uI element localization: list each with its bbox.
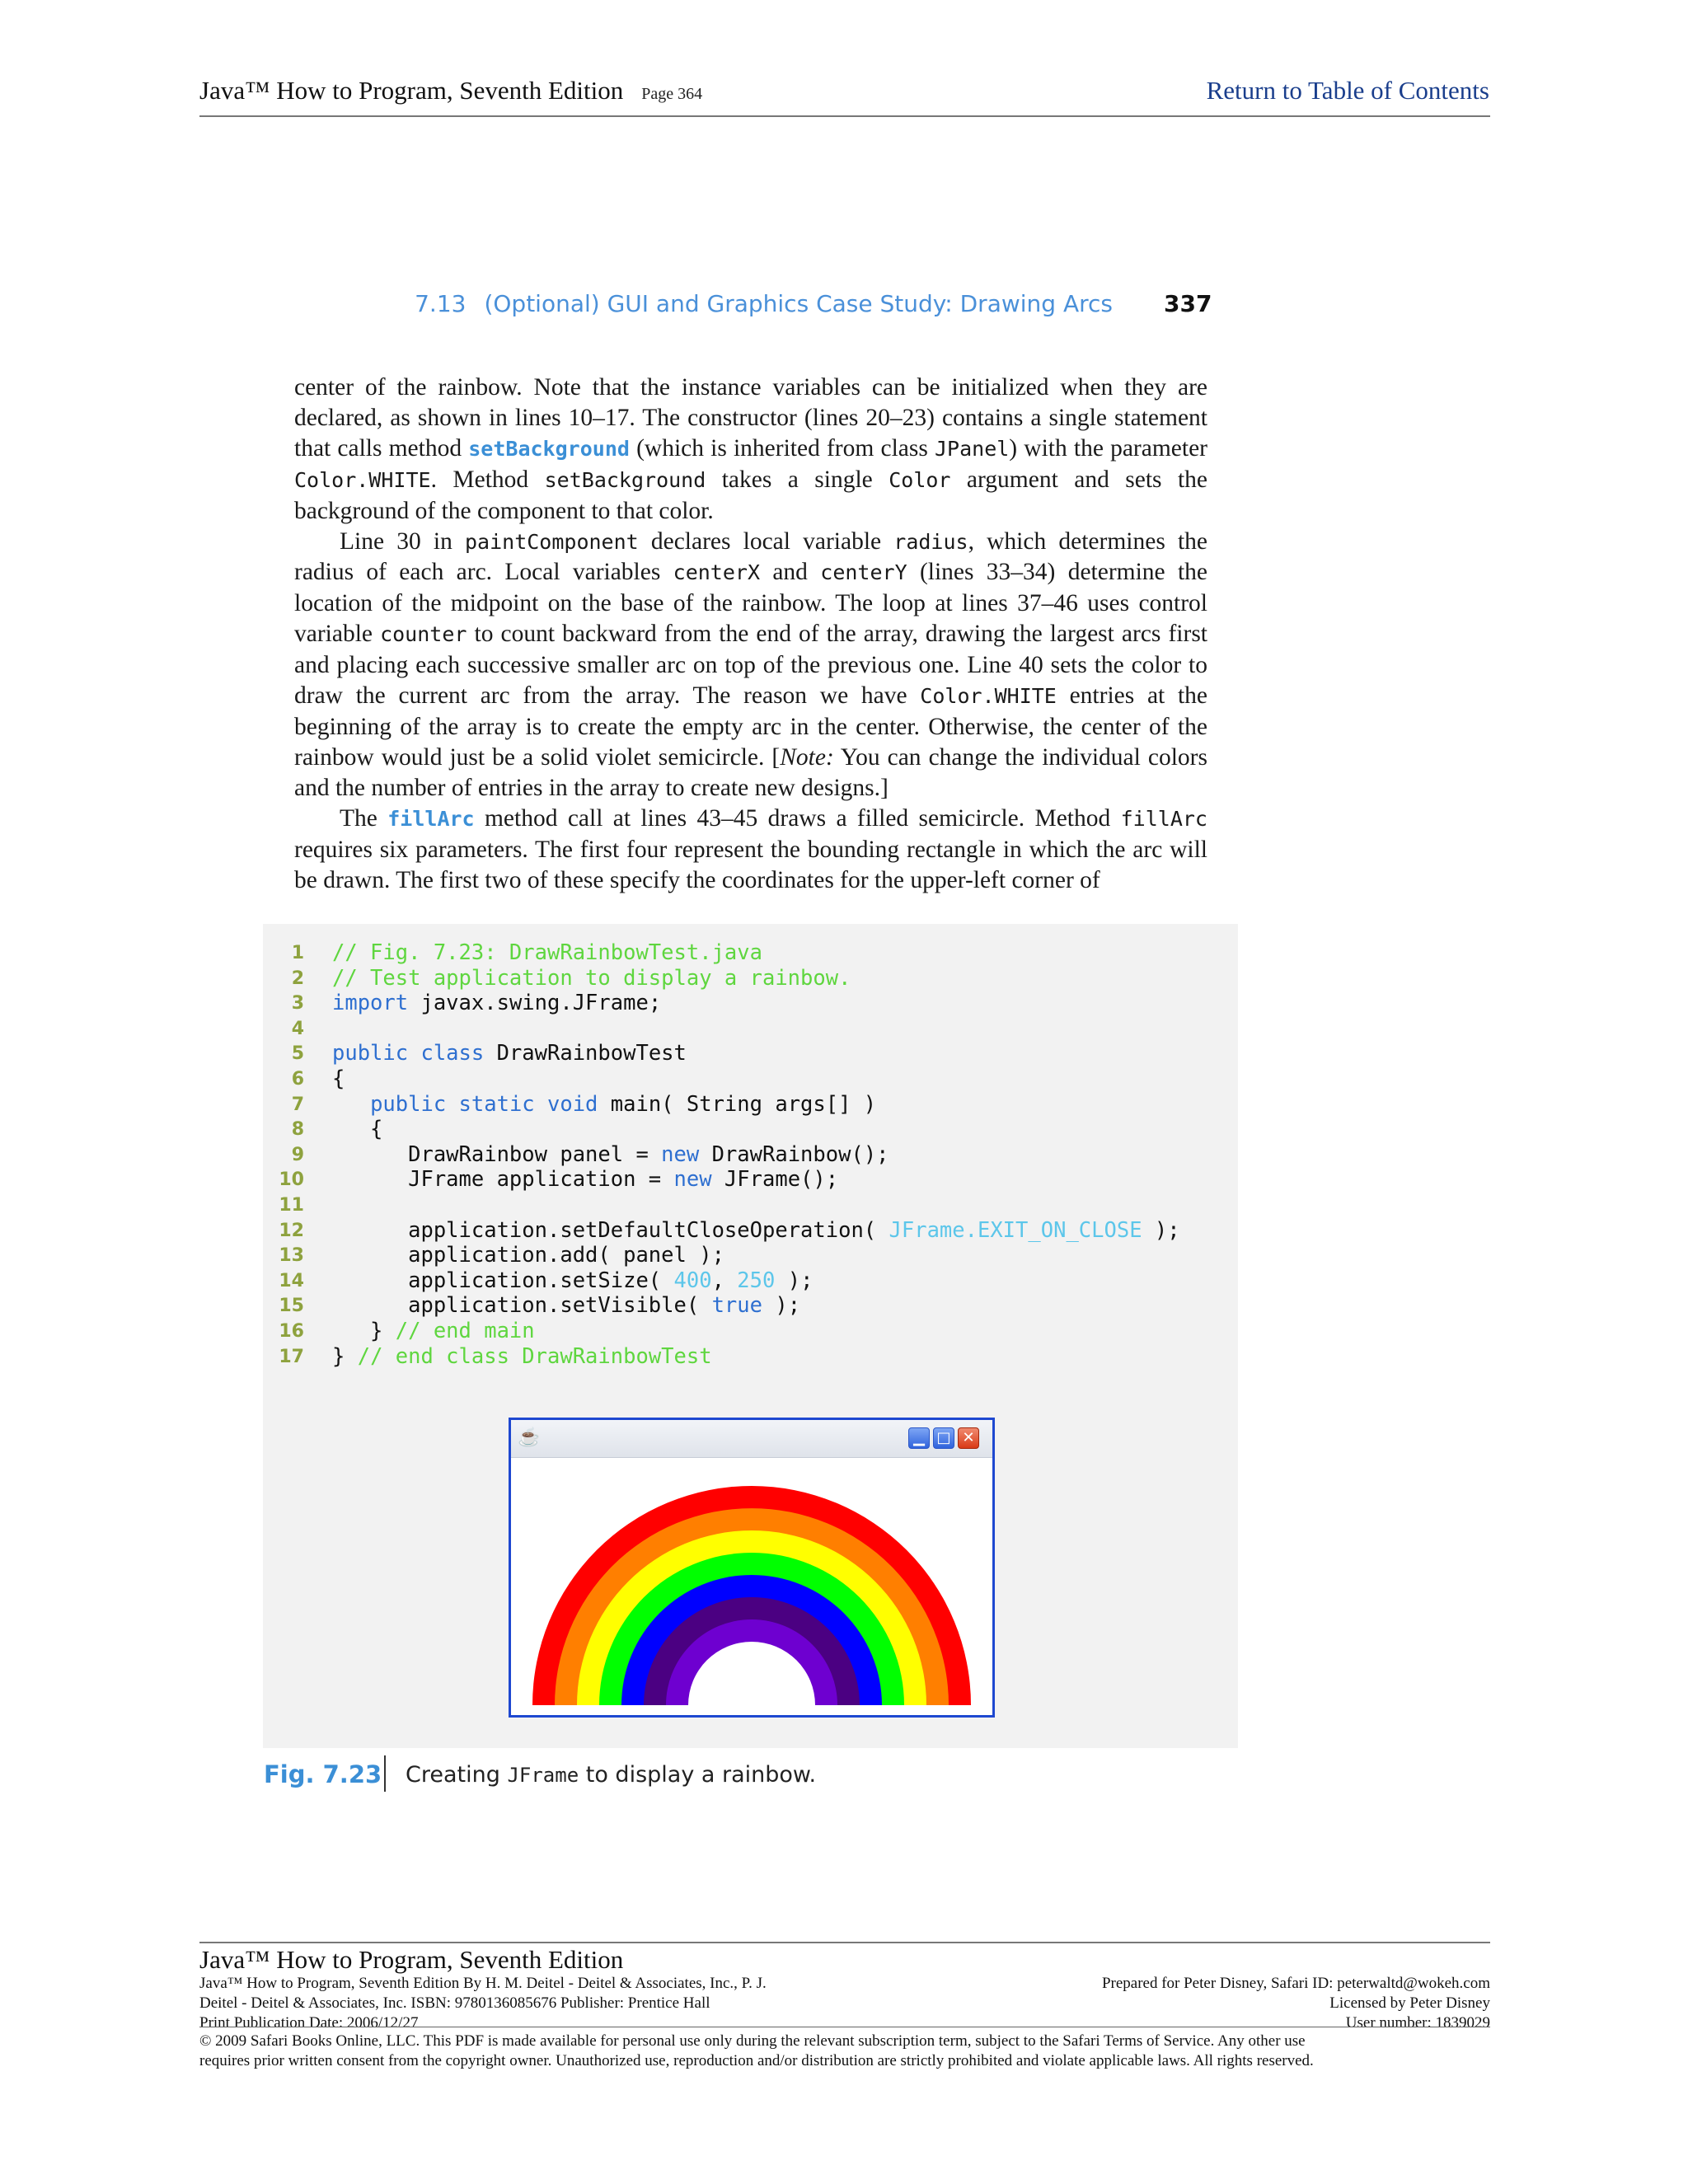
text-run: ) with the parameter	[1009, 434, 1207, 462]
line-number: 13	[279, 1245, 304, 1267]
code-listing-panel	[263, 924, 1238, 1748]
code-text	[332, 1117, 382, 1142]
text-run: . Method	[430, 466, 545, 493]
code-text	[332, 1092, 876, 1118]
text-run: argument and sets the background of the component to that color.	[294, 466, 1207, 524]
code-token: import	[332, 991, 409, 1016]
code-token: JFrame application =	[332, 1167, 674, 1193]
footer-publication-date: Print Publication Date: 2006/12/27	[199, 2014, 419, 2032]
code-text	[332, 1167, 838, 1193]
code-token: 400	[673, 1268, 712, 1293]
footer-prepared-for: Prepared for Peter Disney, Safari ID: peterwaltd@wokeh.com	[1101, 1975, 1490, 1992]
footer-copyright-line-2: requires prior written consent from the copyright owner. Unauthorized use, reproduction and/or distribution are strictly prohibited and violate applicable laws. All rights reserved.	[199, 2052, 1314, 2069]
line-number: 16	[279, 1321, 304, 1342]
code-token: // end main	[395, 1319, 535, 1343]
line-number: 4	[291, 1018, 304, 1039]
line-number: 8	[291, 1119, 304, 1141]
line-number: 2	[291, 968, 304, 989]
code-token: DrawRainbowTest	[484, 1041, 687, 1066]
maximize-icon: □	[936, 1429, 951, 1446]
text-run: requires six parameters. The first four represent the bounding rectangle in which the arc will be drawn. The first two of these specify the coordinates for the upper-left corner of	[294, 836, 1207, 893]
code-token: );	[775, 1268, 814, 1293]
code-token: application.setSize(	[332, 1268, 674, 1293]
line-number: 3	[291, 993, 304, 1015]
code-text	[332, 1142, 889, 1168]
text-run: takes a single	[706, 466, 889, 493]
text-run: JPanel	[934, 436, 1010, 461]
line-number: 7	[291, 1094, 304, 1115]
code-token: true	[711, 1293, 762, 1319]
text-run: , which determines the radius of each arc. Local variables	[294, 527, 1207, 586]
code-token: {	[332, 1066, 345, 1091]
footer-user-number: User number: 1839029	[1345, 2014, 1490, 2032]
rainbow-window	[509, 1418, 995, 1718]
code-text	[332, 1319, 535, 1344]
line-number: 11	[279, 1195, 304, 1216]
code-token: // end class DrawRainbowTest	[357, 1343, 712, 1369]
code-token: {	[332, 1117, 383, 1142]
text-run: centerY	[820, 560, 907, 585]
code-text	[332, 1293, 800, 1319]
code-token: }	[332, 1343, 358, 1369]
code-text	[332, 1218, 1180, 1244]
text-run: Line 30 in	[340, 527, 465, 555]
text-run: method call at lines 43–45 draws a filled semicircle. Method	[474, 804, 1121, 832]
line-number: 6	[291, 1069, 304, 1090]
caption-divider	[384, 1755, 386, 1792]
text-run: and	[760, 559, 821, 586]
text-run: Color.WHITE	[920, 684, 1057, 709]
code-token: // Fig. 7.23: DrawRainbowTest.java	[332, 940, 762, 965]
footer-credit-line-2: Deitel - Deitel & Associates, Inc. ISBN: 9780136085676 Publisher: Prentice Hall	[199, 1994, 710, 2012]
code-token: JFrame.EXIT_ON_CLOSE	[889, 1217, 1142, 1243]
text-run: (which is inherited from class	[629, 434, 935, 462]
footer-licensed-by: Licensed by Peter Disney	[1329, 1994, 1490, 2012]
text-run: radius	[893, 529, 968, 554]
maximize-button[interactable]	[933, 1427, 954, 1449]
code-token: javax.swing.JFrame;	[408, 991, 662, 1016]
code-token: // Test application to display a rainbow.	[332, 965, 851, 991]
line-number: 10	[279, 1169, 304, 1191]
minimize-icon: ▁	[913, 1429, 925, 1446]
paragraph-3	[294, 804, 1207, 896]
code-token: new	[661, 1141, 700, 1167]
footer-copyright-line-1: © 2009 Safari Books Online, LLC. This PDF is made available for personal use only during the relevant subscription term, subject to the Safari Terms of Service. Any other use	[199, 2032, 1306, 2050]
text-run: setBackground	[544, 467, 706, 492]
header-divider	[199, 115, 1490, 117]
footer-book-title: Java™ How to Program, Seventh Edition	[199, 1945, 624, 1974]
code-token: application.add( panel );	[332, 1243, 724, 1268]
code-token: application.setDefaultCloseOperation(	[332, 1217, 889, 1243]
minimize-button[interactable]	[908, 1427, 930, 1449]
text-run: Color.WHITE	[294, 467, 431, 492]
java-cup-icon: ☕	[518, 1427, 541, 1447]
text-run: setBackground	[468, 436, 630, 461]
section-title: (Optional) GUI and Graphics Case Study: Drawing Arcs	[484, 290, 1113, 317]
return-to-toc-link[interactable]: Return to Table of Contents	[1206, 76, 1489, 105]
code-token: ,	[711, 1268, 738, 1293]
rainbow-drawing	[511, 1457, 992, 1715]
text-run: center of the rainbow. Note that the instance variables can be initialized when they are declared, as shown in lines 10–17. The constructor (lines 20–23) contains a single statement that calls method	[294, 374, 1207, 462]
line-number: 14	[279, 1270, 304, 1291]
body-text	[294, 373, 1207, 895]
code-token: 250	[737, 1268, 776, 1293]
text-run: fillArc	[387, 806, 475, 831]
close-button[interactable]	[958, 1427, 979, 1449]
code-text	[332, 966, 851, 991]
code-token: }	[332, 1319, 396, 1343]
text-run: Color	[889, 467, 951, 492]
code-token: );	[762, 1293, 801, 1319]
code-token: );	[1142, 1217, 1180, 1243]
code-token	[332, 1092, 370, 1117]
close-icon: ✕	[962, 1429, 975, 1446]
header-title-text: Java™ How to Program, Seventh Edition	[199, 76, 624, 105]
line-number: 1	[291, 943, 304, 963]
window-title-bar[interactable]	[511, 1420, 992, 1458]
paragraph-2	[294, 527, 1207, 804]
text-run: (lines 33–34) determine the location of the midpoint on the base of the rainbow. The loop at lines 37–46 uses control variable	[294, 559, 1208, 648]
code-text	[332, 1041, 687, 1066]
text-run: to count backward from the end of the array, drawing the largest arcs first and placing each successive smaller arc on top of the previous one. Line 40 sets the color to draw the current arc from the array. The reason we have	[294, 621, 1207, 710]
footer-credit-line-1: Java™ How to Program, Seventh Edition By H. M. Deitel - Deitel & Associates, Inc., P. J.	[199, 1975, 767, 1992]
code-token: main( String args[] )	[598, 1091, 877, 1117]
line-number: 15	[279, 1296, 304, 1317]
code-text	[332, 1066, 345, 1092]
figure-label: Fig. 7.23	[264, 1760, 382, 1788]
code-token: public static void	[370, 1091, 598, 1117]
text-run: Note:	[780, 743, 834, 771]
caption-code: JFrame	[507, 1764, 579, 1787]
caption-text-after: to display a rainbow.	[579, 1762, 817, 1788]
text-run: centerX	[673, 560, 761, 585]
code-token: application.setVisible(	[332, 1293, 712, 1319]
code-text	[332, 991, 661, 1016]
text-run: entries at the beginning of the array is to create the empty arc in the center. Otherwise, the center of the rainbow would just be a solid violet semicircle. [	[294, 682, 1207, 771]
code-text	[332, 1268, 813, 1294]
code-text	[332, 1344, 712, 1370]
code-text	[332, 1243, 724, 1268]
line-number: 9	[291, 1144, 304, 1165]
paragraph-1	[294, 373, 1207, 527]
footer-divider	[199, 1942, 1490, 1943]
text-run: fillArc	[1120, 806, 1207, 831]
code-token: public class	[332, 1041, 485, 1066]
figure-caption	[406, 1762, 816, 1788]
caption-text-before: Creating	[406, 1762, 508, 1788]
code-token: DrawRainbow();	[699, 1141, 889, 1167]
text-run: declares local variable	[638, 527, 894, 555]
text-run: You can change the individual colors and the number of entries in the array to create new designs.]	[294, 743, 1207, 801]
code-text	[332, 940, 762, 966]
line-number: 17	[279, 1346, 304, 1367]
line-number: 12	[279, 1220, 304, 1241]
running-head-section	[415, 290, 1113, 317]
section-number: 7.13	[415, 290, 467, 317]
code-token: new	[673, 1167, 712, 1193]
header-book-title	[199, 76, 702, 105]
running-head-page-number: 337	[1164, 290, 1212, 317]
code-token: JFrame();	[711, 1167, 839, 1193]
text-run: The	[340, 804, 388, 832]
text-run: counter	[380, 622, 467, 647]
header-page-label: Page 364	[641, 85, 703, 103]
code-token: DrawRainbow panel =	[332, 1141, 662, 1167]
line-number: 5	[291, 1043, 304, 1065]
text-run: paintComponent	[464, 529, 639, 554]
